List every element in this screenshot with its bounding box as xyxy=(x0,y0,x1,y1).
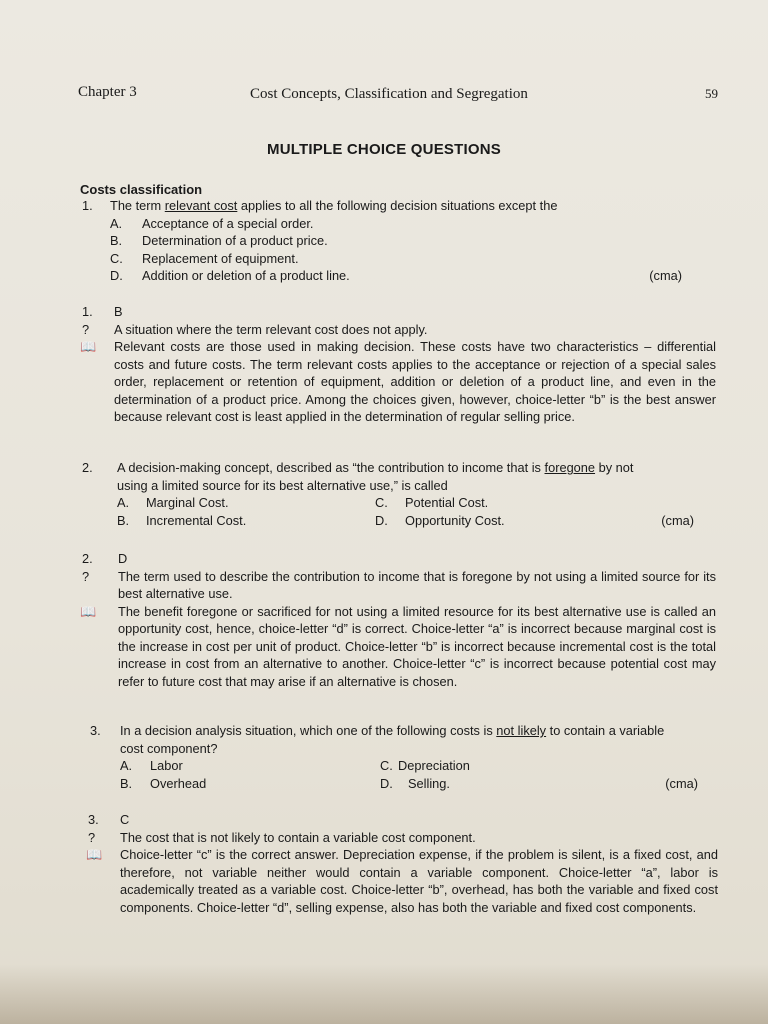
chapter-label: Chapter 3 xyxy=(78,84,137,100)
chapter-title: Cost Concepts, Classification and Segregation xyxy=(250,86,528,102)
question-3: 3. In a decision analysis situation, which one of the following costs is not likely to contain a variable cost component? A. Labor C. Depreciation B. Overhead D. Selling. (cma) xyxy=(90,723,698,791)
section-heading: Costs classification xyxy=(80,182,203,197)
question-mark-icon: ? xyxy=(88,829,96,845)
answer-1 xyxy=(0,303,768,424)
question-stem-line-1: In a decision analysis situation, which one of the following costs is not likely to contain a variable xyxy=(120,723,665,738)
answer-letter: C xyxy=(120,812,130,827)
source-tag: (cma) xyxy=(649,268,682,283)
answer-letter: D xyxy=(118,551,128,566)
page-header xyxy=(78,84,718,106)
answer-explanation: Relevant costs are those used in making decision. These costs have two characteristics – differential costs and future costs. The term relevant costs applies to the acceptance or rejection of a special sales order, replacement or retention of equipment, addition or deletion of a product line, and even in the determination of a product price. Among the choices given, however, choice-letter “b” is the best answer because relevant cost is least applied in the determination of regular selling price. xyxy=(114,339,716,424)
answer-explanation: Choice-letter “c” is the correct answer. Depreciation expense, if the problem is silent, is a fixed cost, and therefore, not variable neither would contain a variable component. Choice-letter “a”, labor is academically treated as a variable cost. Choice-letter “b”, overhead, has both the variable and fixed cost components. Choice-letter “d”, selling expense, also has both the variable and fixed cost components. xyxy=(120,847,718,915)
answer-number: 2. xyxy=(82,551,93,566)
question-mark-icon: ? xyxy=(82,321,90,337)
source-tag: (cma) xyxy=(661,512,694,528)
question-stem-line-2: using a limited source for its best alternative use,” is called xyxy=(117,477,448,493)
book-icon: 📖 xyxy=(80,339,97,354)
question-2: 2. A decision-making concept, described as “the contribution to income that is foregone by not using a limited source for its best alternative use,” is called A. Marginal Cost. C. Potential Cost. B. Incremental Cost. D. Opportunity Cost. (cma) xyxy=(82,460,694,528)
question-number: 1. xyxy=(82,198,93,213)
question-1 xyxy=(0,197,768,285)
option-d: D. Addition or deletion of a product line. (cma) xyxy=(110,268,682,283)
question-number: 2. xyxy=(82,460,93,475)
page-number: 59 xyxy=(705,86,718,101)
question-stem-line-1: A decision-making concept, described as “the contribution to income that is foregone by not xyxy=(117,460,634,475)
answer-explanation: The benefit foregone or sacrificed for not using a limited resource for its best alternative use is called an opportunity cost, hence, choice-letter “d” is correct. Choice-letter “a” is incorrect because marginal cost is the increase in cost per unit of product. Choice-letter “b” is incorrect because incremental cost is the total increase in cost from an alternative to another. Choice-letter “c” is incorrect because potential cost may refer to future cost that may arise if an alternative is chosen. xyxy=(118,603,716,689)
question-stem-line-2: cost component? xyxy=(120,740,218,756)
question-number: 3. xyxy=(90,723,101,738)
book-icon: 📖 xyxy=(86,847,103,862)
option-a: A. Acceptance of a special order. xyxy=(110,215,314,231)
answer-2 xyxy=(0,550,768,689)
book-icon: 📖 xyxy=(80,603,97,619)
option-b: B. Determination of a product price. xyxy=(110,233,328,248)
question-mark-icon: ? xyxy=(82,568,90,584)
answer-question: The cost that is not likely to contain a variable cost component. xyxy=(120,829,476,845)
answer-number: 1. xyxy=(82,304,93,319)
page-title: MULTIPLE CHOICE QUESTIONS xyxy=(267,141,501,158)
answer-letter: B xyxy=(114,304,123,319)
option-c: C. Replacement of equipment. xyxy=(110,250,299,266)
source-tag: (cma) xyxy=(665,775,698,791)
answer-question: A situation where the term relevant cost does not apply. xyxy=(114,321,428,337)
answer-3 xyxy=(0,811,768,915)
question-stem: The term relevant cost applies to all the following decision situations except the xyxy=(110,198,558,213)
answer-question: The term used to describe the contribution to income that is foregone by not using a limited source for its best alternative use. xyxy=(118,568,716,601)
answer-number: 3. xyxy=(88,812,99,827)
